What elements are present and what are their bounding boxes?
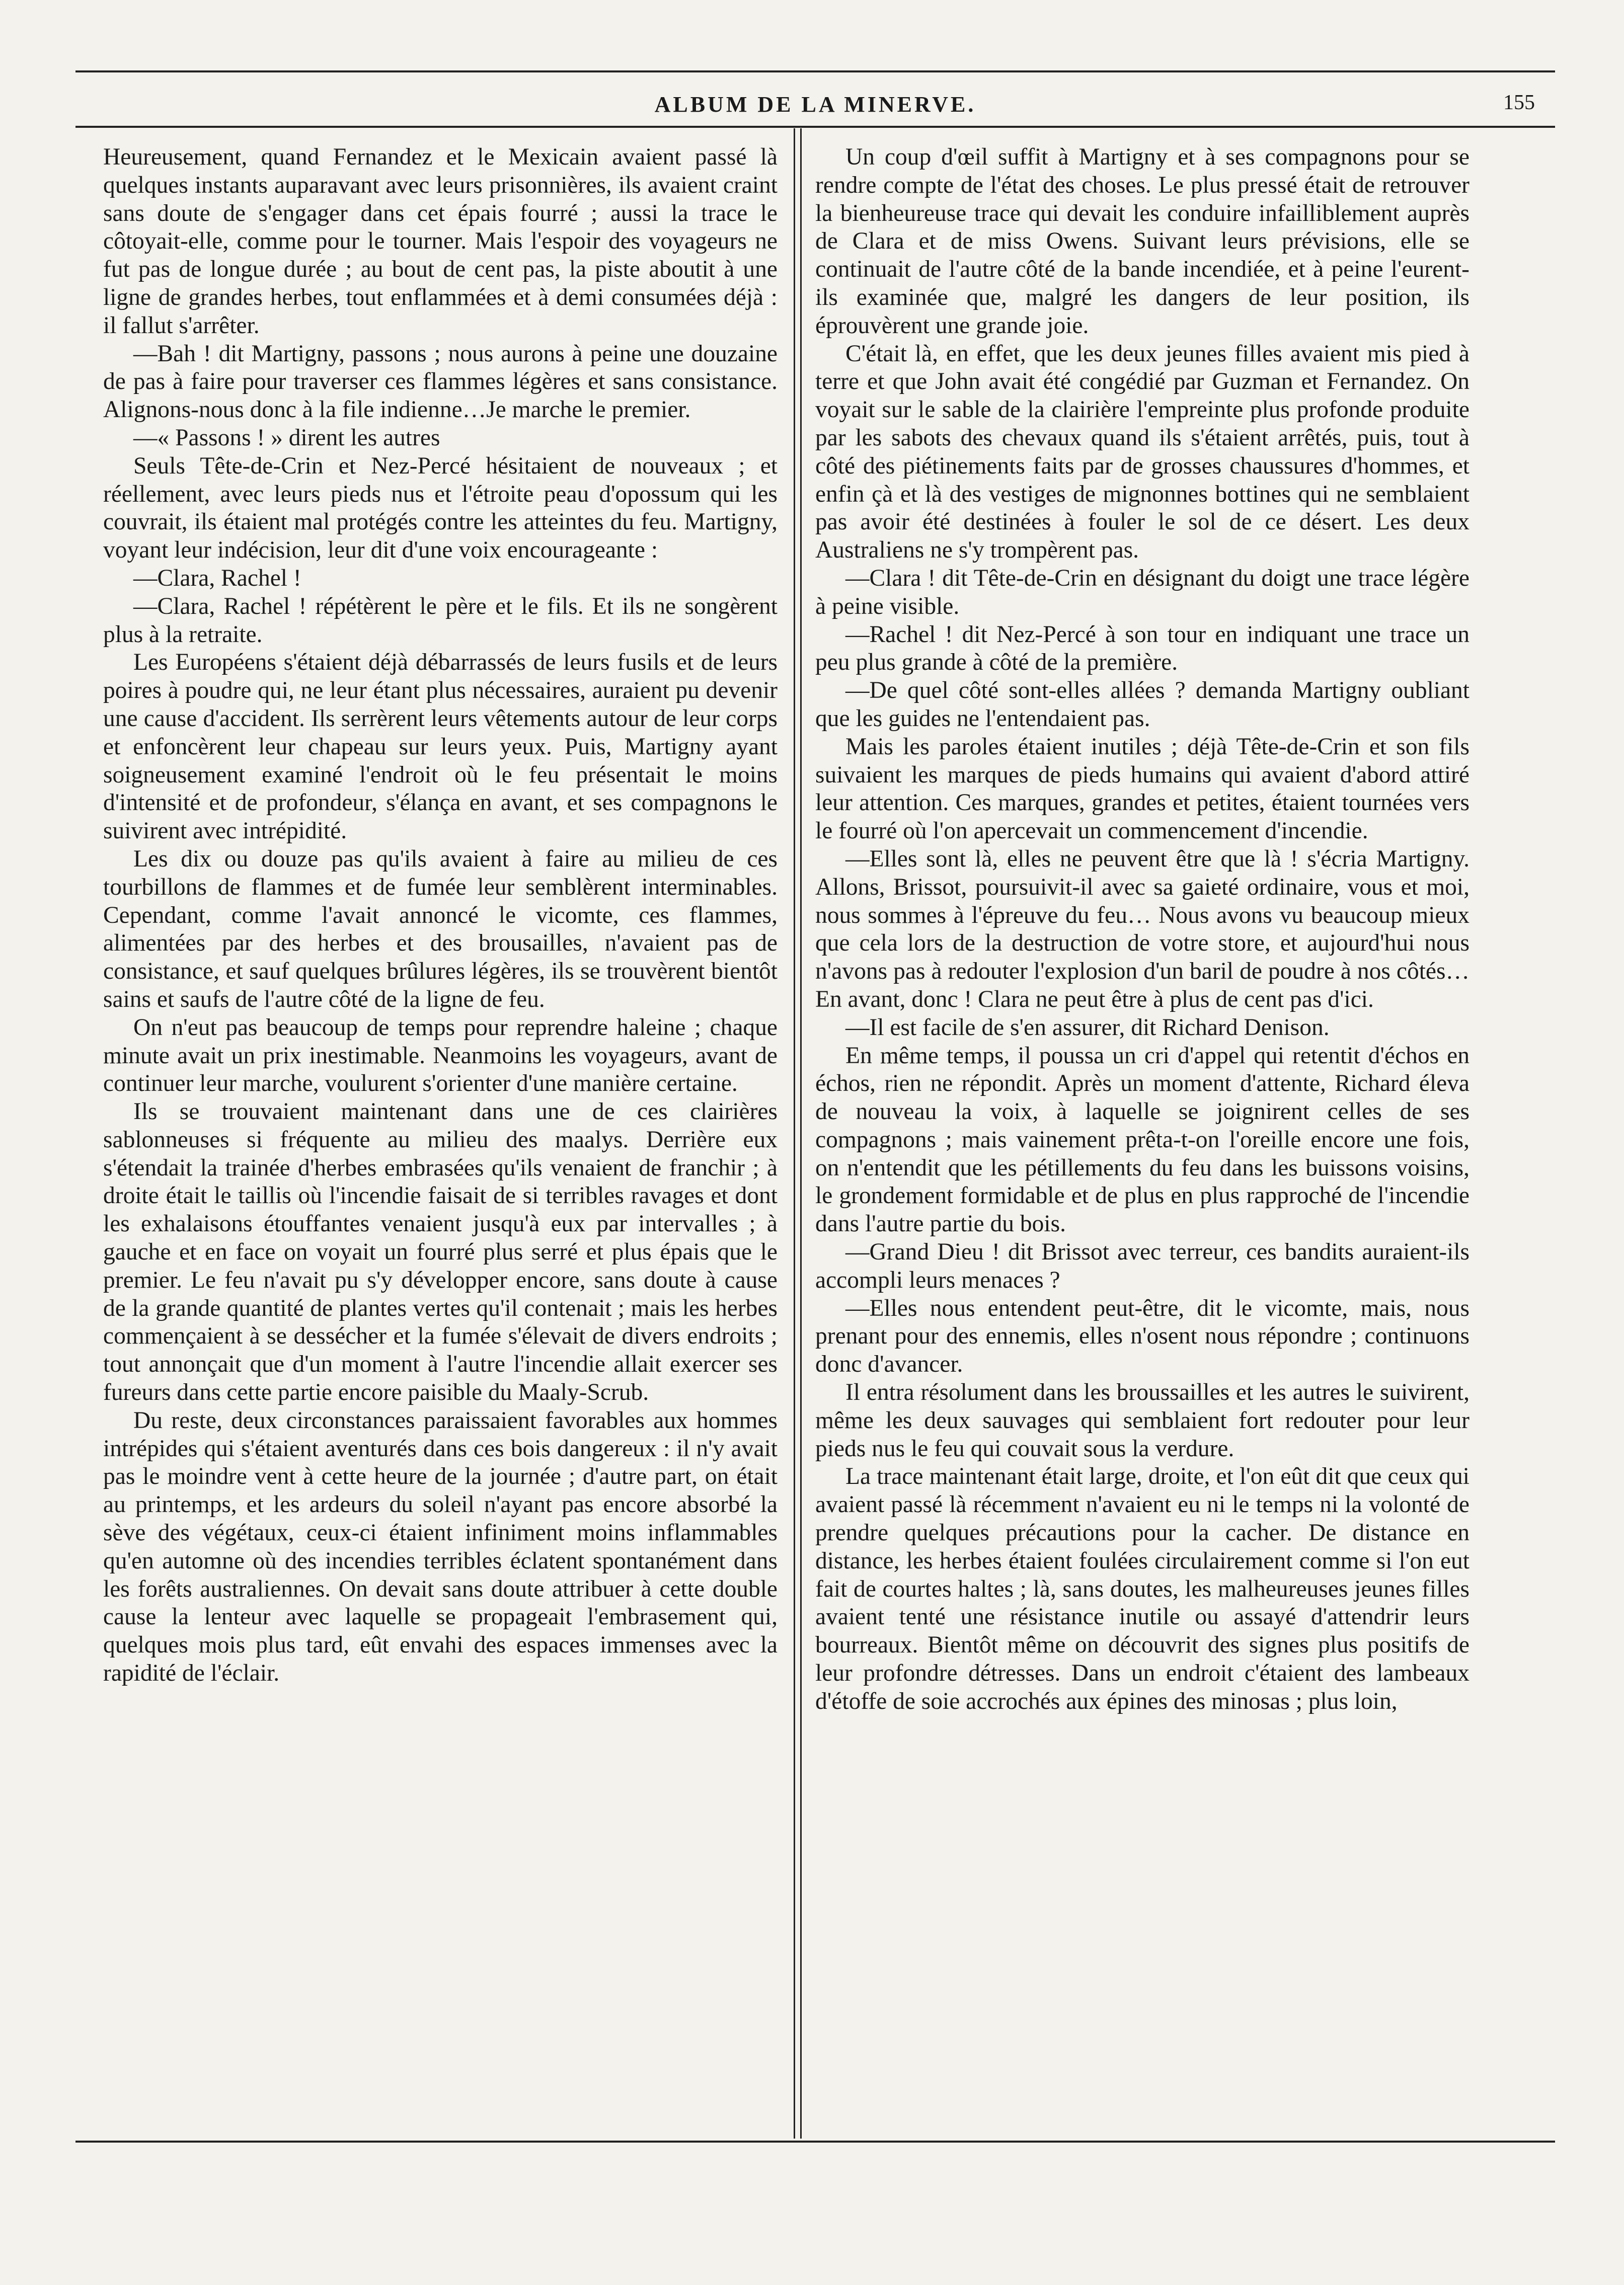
paragraph: —« Passons ! » dirent les autres (133, 424, 440, 451)
right-column (815, 143, 1470, 1716)
paragraph: En même temps, il poussa un cri d'appel qui retentit d'échos en échos, rien ne répondit. Après un moment d'attente, Richard éleva de nouveau la voix, à laquelle se joignirent celles de ses compagnons ; mais vainement prêta-t-on l'oreille encore une fois, on n'entendit que les pétillements du feu dans les buissons voisins, le grondement formidable et de plus en plus rapproché de l'incendie dans l'autre partie du bois. (815, 1042, 1470, 1237)
paragraph: Du reste, deux circonstances paraissaient favorables aux hommes intrépides qui s'étaient aventurés dans ces bois dangereux : il n'y avait pas le moindre vent à cette heure de la journée ; d'autre part, on était au printemps, et les ardeurs du soleil n'ayant pas encore absorbé la sève des végétaux, ceux-ci étaient infiniment moins inflammables qu'en automne où des incendies terribles éclatent spontanément dans les forêts australiennes. On devait sans doute attribuer à cette double cause la lenteur avec laquelle se propageait l'embrasement qui, quelques mois plus tard, eût envahi des espaces immenses avec la rapidité de l'éclair. (103, 1407, 778, 1687)
paragraph: Mais les paroles étaient inutiles ; déjà Tête-de-Crin et son fils suivaient les marques de pieds humains qui avaient d'abord attiré leur attention. Ces marques, grandes et petites, étaient tournées vers le fourré où l'on apercevait un commencement d'incendie. (815, 733, 1470, 844)
paragraph: On n'eut pas beaucoup de temps pour reprendre haleine ; chaque minute avait un prix inestimable. Neanmoins les voyageurs, avant de continuer leur marche, voulurent s'orienter d'une manière certaine. (103, 1014, 778, 1097)
paragraph: —Elles nous entendent peut-être, dit le vicomte, mais, nous prenant pour des ennemis, elles n'osent nous répondre ; continuons donc d'avancer. (815, 1295, 1470, 1378)
paragraph: —Grand Dieu ! dit Brissot avec terreur, ces bandits auraient-ils accompli leurs menaces ? (815, 1239, 1470, 1293)
paragraph: —De quel côté sont-elles allées ? demanda Martigny oubliant que les guides ne l'entendaient pas. (815, 677, 1470, 732)
top-rule (75, 70, 1555, 72)
paragraph: Un coup d'œil suffit à Martigny et à ses compagnons pour se rendre compte de l'état des choses. Le plus pressé était de retrouver la bienheureuse trace qui devait les conduire infailliblement auprès de Clara et de miss Owens. Suivant leurs prévisions, elle se continuait de l'autre côté de la bande incendiée, et à peine l'eurent-ils examinée que, malgré les dangers de leur position, ils éprouvèrent une grande joie. (815, 144, 1470, 339)
paragraph: La trace maintenant était large, droite, et l'on eût dit que ceux qui avaient passé là récemment n'avaient eu ni le temps ni la volonté de prendre quelques précautions pour la cacher. De distance en distance, les herbes étaient foulées circulairement comme si l'on eut fait de courtes haltes ; là, sans doutes, les malheureuses jeunes filles avaient tenté une résistance inutile ou assayé d'attendrir leurs bourreaux. Bientôt même on découvrit des signes plus positifs de leur profondre détresses. Dans un endroit c'étaient des lambeaux d'étoffe de soie accrochés aux épines des minosas ; plus loin, (815, 1463, 1470, 1714)
column-divider (800, 128, 802, 2139)
left-column (103, 143, 778, 1688)
paragraph: Heureusement, quand Fernandez et le Mexicain avaient passé là quelques instants auparavant avec leurs prisonnières, ils avaient craint sans doute de s'engager dans cet épais fourré ; aussi la trace le côtoyait-elle, comme pour le tourner. Mais l'espoir des voyageurs ne fut pas de longue durée ; au bout de cent pas, la piste aboutit à une ligne de grandes herbes, tout enflammées et à demi consumées déjà : il fallut s'arrêter. (103, 144, 778, 339)
paragraph: —Elles sont là, elles ne peuvent être que là ! s'écria Martigny. Allons, Brissot, poursuivit-il avec sa gaieté ordinaire, vous et moi, nous sommes à l'épreuve du feu… Nous avons vu beaucoup mieux que cela lors de la destruction de votre store, et aujourd'hui nous n'avons pas à redouter l'explosion d'un baril de poudre à nos côtés… En avant, donc ! Clara ne peut être à plus de cent pas d'ici. (815, 845, 1470, 1012)
paragraph: —Bah ! dit Martigny, passons ; nous aurons à peine une douzaine de pas à faire pour traverser ces flammes légères et sans consistance. Alignons-nous donc à la file indienne…Je marche le premier. (103, 340, 778, 423)
paragraph: —Clara, Rachel ! répétèrent le père et le fils. Et ils ne songèrent plus à la retraite. (103, 593, 778, 648)
paragraph: Les Européens s'étaient déjà débarrassés de leurs fusils et de leurs poires à poudre qui, ne leur étant plus nécessaires, auraient pu devenir une cause d'accident. Ils serrèrent leurs vêtements autour de leur corps et enfoncèrent leur chapeau sur leurs yeux. Puis, Martigny ayant soigneusement examiné l'endroit où le feu présentait le moins d'intensité et de profondeur, s'élança en avant, et ses compagnons le suivirent avec intrépidité. (103, 649, 778, 844)
page-number: 155 (1503, 91, 1535, 114)
paragraph: C'était là, en effet, que les deux jeunes filles avaient mis pied à terre et que John avait été congédié par Guzman et Fernandez. On voyait sur le sable de la clairière l'empreinte plus profonde produite par les sabots des chevaux quand ils s'étaient arrêtés, puis, tout à côté des piétinements faits par de grosses chaussures d'hommes, et enfin çà et là des vestiges de mignonnes bottines qui ne semblaient pas avoir été destinées à fouler le sol de ce désert. Les deux Australiens ne s'y trompèrent pas. (815, 340, 1470, 564)
paragraph: —Rachel ! dit Nez-Percé à son tour en indiquant une trace un peu plus grande à côté de la première. (815, 621, 1470, 676)
page-header (81, 81, 1550, 126)
paragraph: —Il est facile de s'en assurer, dit Richard Denison. (845, 1014, 1330, 1041)
paragraph: Les dix ou douze pas qu'ils avaient à faire au milieu de ces tourbillons de flammes et de fumée leur semblèrent interminables. Cependant, comme l'avait annoncé le vicomte, ces flammes, alimentées par des herbes et des brousailles, n'avaient pas de consistance, et sauf quelques brûlures légères, ils se trouvèrent bientôt sains et saufs de l'autre côté de la ligne de feu. (103, 845, 778, 1012)
header-title: ALBUM DE LA MINERVE. (654, 92, 976, 117)
column-divider (794, 128, 795, 2139)
paragraph: Seuls Tête-de-Crin et Nez-Percé hésitaient de nouveaux ; et réellement, avec leurs pieds nus et l'étroite peau d'opossum qui les couvrait, ils étaient mal protégés contre les atteintes du feu. Martigny, voyant leur indécision, leur dit d'une voix encourageante : (103, 452, 778, 564)
paragraph: —Clara ! dit Tête-de-Crin en désignant du doigt une trace légère à peine visible. (815, 565, 1470, 619)
paragraph: Il entra résolument dans les broussailles et les autres le suivirent, même les deux sauvages qui semblaient fort redouter pour leur pieds nus le feu qui couvait sous la verdure. (815, 1379, 1470, 1462)
paragraph: —Clara, Rachel ! (133, 565, 301, 591)
paragraph: Ils se trouvaient maintenant dans une de ces clairières sablonneuses si fréquente au milieu des maalys. Derrière eux s'étendait la trainée d'herbes embrasées qu'ils venaient de franchir ; à droite était le taillis où l'incendie faisait de si terribles ravages et dont les exhalaisons étouffantes venaient jusqu'à eux par intervalles ; à gauche et en face on voyait un fourré plus serré et plus épais que le premier. Le feu n'avait pu s'y développer encore, sans doute à cause de la grande quantité de plantes vertes qu'il contenait ; mais les herbes commençaient à se dessécher et la fumée s'élevait de divers endroits ; tout annonçait que d'un moment à l'autre l'incendie allait exercer ses fureurs dans cette partie encore paisible du Maaly-Scrub. (103, 1098, 778, 1406)
